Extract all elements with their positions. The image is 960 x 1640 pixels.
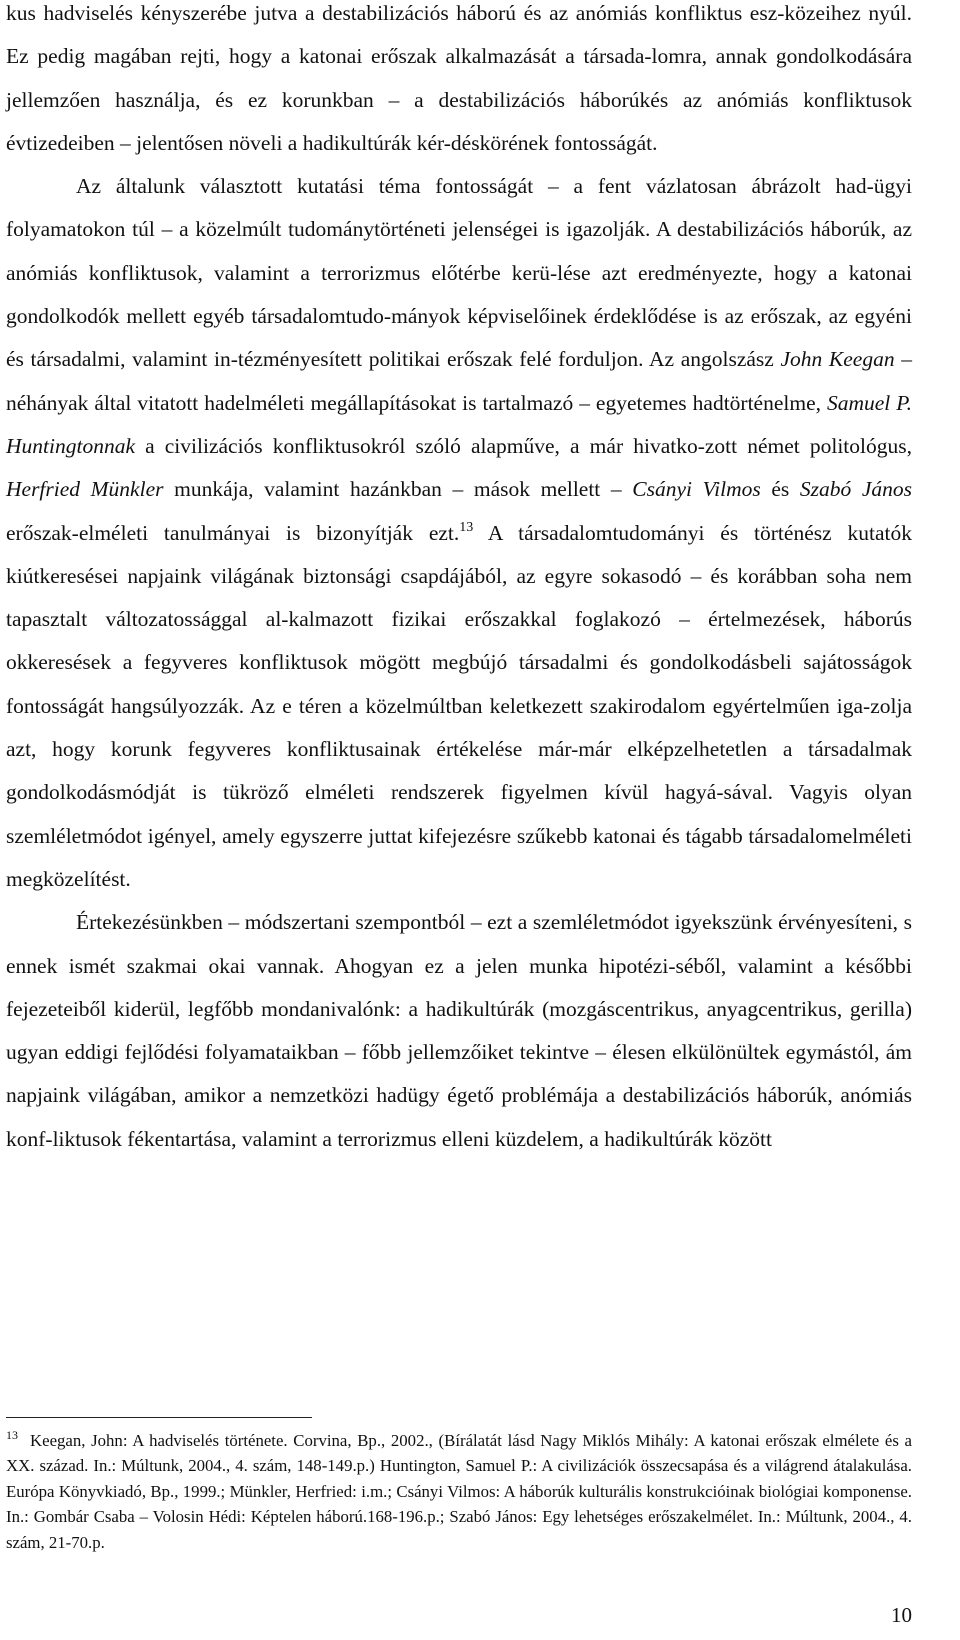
paragraph-2-text-b: – néhányak által vitatott hadelméleti megállapításokat is tartalmazó – egyetemes hadtörténelme, [6, 347, 913, 415]
author-name-keegan: John Keegan [780, 347, 895, 372]
paragraph-1-text: kus hadviselés kényszerébe jutva a destabilizációs háború és az anómiás konfliktus esz-közeihez nyúl. Ez pedig magában rejti, hogy a katonai erőszak alkalmazását a társada-lomra, annak gondolkodására jellemzően használja, és ez korunkban – a destabilizációs háborúkés az anómiás konfliktusok évtizedeiben – jelentősen növeli a hadikultúrák kér-déskörének fontosságát. [6, 1, 912, 155]
paragraph-2-text-d: munkája, valamint hazánkban – mások mellett – [163, 477, 633, 502]
author-name-munkler: Herfried Münkler [6, 477, 164, 502]
footnote-separator [6, 1417, 312, 1418]
paragraph-2-text-g: A társadalomtudományi és történész kutatók kiútkeresései napjaink világának biztonsági csapdájából, az egyre sokasodó – és korábban soha nem tapasztalt változatossággal al-kalmazott fizikai erőszakkal foglakozó – értelmezések, háborús okkeresések a fegyveres konfliktusok mögött megbújó társadalmi és gondolkodásbeli sajátosságok fontosságát hangsúlyozzák. Az e téren a közelmúltban keletkezett szakirodalom egyértelműen iga-zolja azt, hogy korunk fegyveres konfliktusainak értékelése már-már elképzelhetetlen a társadalmak gondolkodásmódját is tükröző elméleti rendszerek figyelmen kívül hagyá-sával. Vagyis olyan szemléletmódot igényel, amely egyszerre juttat kifejezésre szűkebb katonai és tágabb társadalomelméleti megközelítést. [6, 520, 912, 891]
paragraph-2-text-a: Az általunk választott kutatási téma fontosságát – a fent vázlatosan ábrázolt had-ügyi folyamatokon túl – a közelmúlt tudománytörténeti jelenségei is igazolják. A destabilizációs háborúk, az anómiás konfliktusok, valamint a terrorizmus előtérbe kerü-lése azt eredményezte, hogy a katonai gondolkodók mellett egyéb társadalomtudo-mányok képviselőinek érdeklődése is az erőszak, az egyéni és társadalmi, valamint in-tézményesített politikai erőszak felé forduljon. Az angolszász [6, 174, 912, 372]
author-name-csanyi: Csányi Vilmos [632, 477, 761, 502]
paragraph-3-text: Értekezésünkben – módszertani szempontból – ezt a szemléletmódot igyekszünk érvényesíteni, s ennek ismét szakmai okai vannak. Ahogyan ez a jelen munka hipotézi-séből, valamint a későbbi fejezeteiből kiderül, legfőbb mondanivalónk: a hadikultúrák (mozgáscentrikus, anyagcentrikus, gerilla) ugyan eddigi fejlődési folyamataikban – főbb jellemzőiket tekintve – élesen elkülönültek egymástól, ám napjaink világában, amikor a nemzetközi hadügy égető problémája a destabilizációs háborúk, anómiás konf-liktusok fékentartása, valamint a terrorizmus elleni küzdelem, a hadikultúrák között [6, 910, 912, 1151]
footnote-text: Keegan, John: A hadviselés története. Corvina, Bp., 2002., (Bírálatát lásd Nagy Miklós Mihály: A katonai erőszak elmélete és a XX. század. In.: Múltunk, 2004., 4. szám, 148-149.p.) Huntington, Samuel P.: A civilizációk összecsapása és a világrend átalakulása. Európa Könyvkiadó, Bp., 1999.; Münkler, Herfried: i.m.; Csányi Vilmos: A háborúk kulturális konstrukcióinak biológiai komponense. In.: Gombár Csaba – Volosin Hédi: Képtelen háború.168-196.p.; Szabó János: Egy lehetséges erőszakelmélet. In.: Múltunk, 2004., 4. szám, 21-70.p. [6, 1431, 912, 1552]
paragraph-2-text-e: és [760, 477, 800, 502]
author-name-szabo: Szabó János [799, 477, 912, 502]
footnote-reference[interactable]: 13 [459, 519, 474, 535]
body-text [6, 0, 912, 1161]
page-number: 10 [891, 1603, 912, 1627]
footnote [6, 1428, 912, 1555]
author-name-huntington: Samuel P. Huntingtonnak [6, 390, 912, 458]
paragraph-2-text-f: erőszak-elméleti tanulmányai is bizonyítják ezt. [6, 520, 460, 545]
paragraph-1 [6, 0, 912, 165]
paragraph-2-text-c: a civilizációs konfliktusokról szóló alapműve, a már hivatko-zott német politológus, [135, 433, 912, 458]
paragraph-2 [6, 165, 912, 901]
footnote-number: 13 [6, 1428, 18, 1442]
paragraph-3 [6, 901, 912, 1161]
